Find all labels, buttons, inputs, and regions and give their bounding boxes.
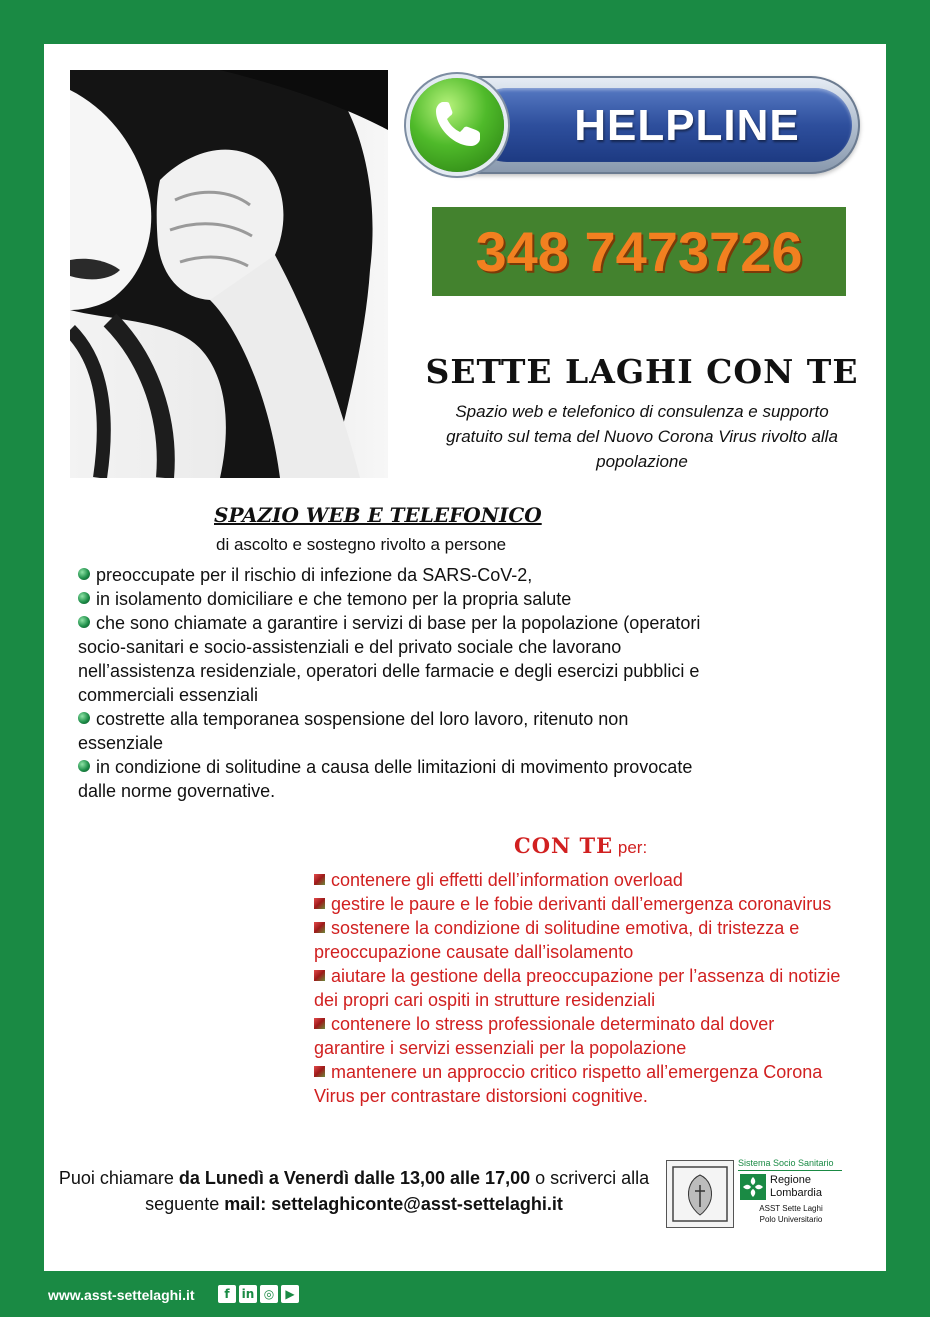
contact-info bbox=[54, 1165, 654, 1217]
list-item-text: che sono chiamate a garantire i servizi di base per la popolazione (operatori socio-sanitari e socio-assistenziali e del privato sociale che lavorano nell’assistenza residenziale, operatori delle farmacie e degli esercizi pubblici e commerciali essenziali bbox=[78, 613, 701, 705]
con-te-purposes-list bbox=[314, 868, 844, 1108]
green-bullet-icon bbox=[78, 760, 90, 772]
green-bullet-icon bbox=[78, 712, 90, 724]
red-bullet-icon bbox=[314, 874, 325, 885]
list-item-text: gestire le paure e le fobie derivanti dall’emergenza coronavirus bbox=[331, 894, 832, 914]
university-crest-logo bbox=[666, 1160, 734, 1228]
facebook-icon[interactable]: f bbox=[218, 1285, 236, 1303]
contact-pre: Puoi chiamare bbox=[58, 1168, 179, 1188]
polo-label: Polo Universitario bbox=[759, 1215, 823, 1224]
list-item-text: mantenere un approccio critico rispetto all’emergenza Corona Virus per contrastare distorsioni cognitive. bbox=[314, 1062, 823, 1106]
con-te-heading bbox=[514, 833, 714, 858]
list-item bbox=[314, 868, 844, 892]
web-space-heading: SPAZIO WEB E TELEFONICO bbox=[214, 503, 542, 527]
list-item-text: contenere lo stress professionale determinato dal dover garantire i servizi essenziali per la popolazione bbox=[314, 1014, 775, 1058]
lombardia-rose-icon bbox=[740, 1174, 766, 1200]
list-item bbox=[314, 964, 844, 1012]
red-bullet-icon bbox=[314, 922, 325, 933]
list-item-text: in isolamento domiciliare e che temono per la propria salute bbox=[96, 589, 572, 609]
brand-subtitle: Spazio web e telefonico di consulenza e supporto gratuito sul tema del Nuovo Corona Virus rivolto alla popolazione bbox=[446, 402, 838, 471]
phone-icon bbox=[410, 78, 504, 172]
list-item bbox=[78, 755, 708, 803]
list-item bbox=[78, 611, 708, 707]
green-bullet-icon bbox=[78, 616, 90, 628]
asst-name: ASST Sette Laghi bbox=[759, 1204, 823, 1213]
contact-email-link[interactable]: settelaghiconte@asst-settelaghi.it bbox=[266, 1194, 563, 1214]
list-item-text: costrette alla temporanea sospensione del loro lavoro, ritenuto non essenziale bbox=[78, 709, 629, 753]
red-bullet-icon bbox=[314, 970, 325, 981]
web-space-intro: di ascolto e sostegno rivolto a persone bbox=[216, 535, 507, 554]
poster-sheet bbox=[44, 44, 886, 1271]
helpline-label: HELPLINE bbox=[574, 101, 800, 150]
phone-number[interactable]: 348 7473726 bbox=[475, 220, 803, 283]
list-item-text: sostenere la condizione di solitudine emotiva, di tristezza e preoccupazione causate dall’isolamento bbox=[314, 918, 800, 962]
brand-title: SETTE LAGHI CON TE bbox=[425, 352, 859, 391]
helpline-banner bbox=[410, 76, 860, 174]
system-label: Sistema Socio Sanitario bbox=[738, 1158, 842, 1171]
red-bullet-icon bbox=[314, 1066, 325, 1077]
list-item-text: in condizione di solitudine a causa delle limitazioni di movimento provocate dalle norme governative. bbox=[78, 757, 693, 801]
phone-number-box bbox=[432, 207, 846, 296]
list-item-text: aiutare la gestione della preoccupazione per l’assenza di notizie dei propri cari ospiti in strutture residenziali bbox=[314, 966, 841, 1010]
list-item bbox=[78, 587, 708, 611]
region-name: Regione Lombardia bbox=[770, 1174, 822, 1199]
con-te-suffix: per: bbox=[613, 838, 648, 857]
website-link[interactable]: www.asst-settelaghi.it bbox=[48, 1287, 195, 1303]
contact-mid: o scriverci alla seguente bbox=[145, 1168, 650, 1214]
contact-mail-label: mail: bbox=[224, 1194, 267, 1214]
red-bullet-icon bbox=[314, 1018, 325, 1029]
target-persons-list bbox=[78, 563, 708, 803]
list-item bbox=[314, 1060, 844, 1108]
list-item bbox=[78, 707, 708, 755]
con-te-title: CON TE bbox=[514, 833, 614, 858]
institution-logos bbox=[666, 1158, 842, 1228]
instagram-icon[interactable]: ◎ bbox=[260, 1285, 278, 1303]
list-item-text: preoccupate per il rischio di infezione da SARS-CoV-2, bbox=[96, 565, 533, 585]
list-item bbox=[314, 1012, 844, 1060]
list-item-text: contenere gli effetti dell’information overload bbox=[331, 870, 683, 890]
red-bullet-icon bbox=[314, 898, 325, 909]
woman-on-phone-photo bbox=[70, 70, 388, 478]
linkedin-icon[interactable]: in bbox=[239, 1285, 257, 1303]
green-bullet-icon bbox=[78, 568, 90, 580]
list-item bbox=[314, 916, 844, 964]
social-icons bbox=[218, 1285, 299, 1303]
list-item bbox=[78, 563, 708, 587]
contact-days-hours: da Lunedì a Venerdì dalle 13,00 alle 17,00 bbox=[178, 1168, 531, 1188]
list-item bbox=[314, 892, 844, 916]
green-bullet-icon bbox=[78, 592, 90, 604]
youtube-icon[interactable]: ▶ bbox=[281, 1285, 299, 1303]
